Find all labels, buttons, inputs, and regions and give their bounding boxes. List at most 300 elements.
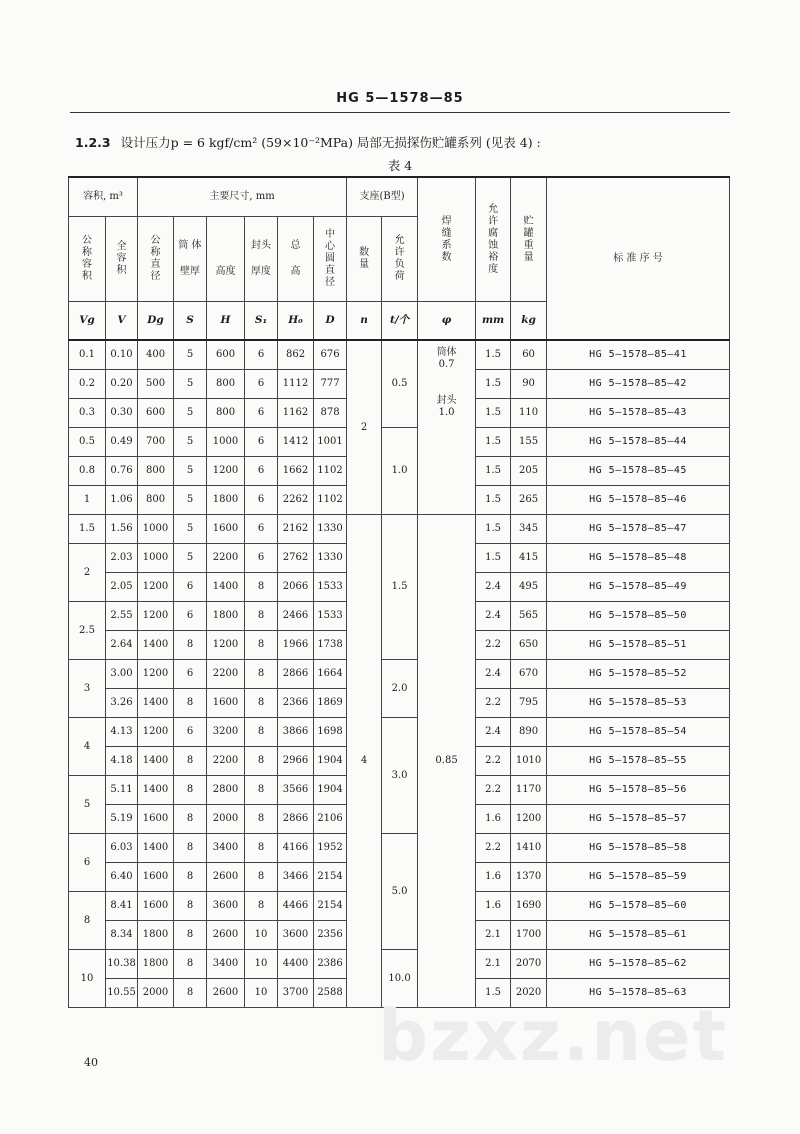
cell-center-diameter: 1664	[314, 660, 347, 689]
cell-center-diameter: 1330	[314, 544, 347, 573]
cell-allowed-load: 1.0	[382, 428, 418, 515]
cell-shell-height: 2600	[207, 863, 245, 892]
cell-center-diameter: 878	[314, 399, 347, 428]
cell-weight: 60	[511, 340, 547, 370]
col-tank-weight: 贮 罐 重 量	[511, 177, 547, 302]
cell-shell-height: 3400	[207, 834, 245, 863]
cell-center-diameter: 1102	[314, 486, 347, 515]
cell-head-thickness: 6	[245, 399, 278, 428]
cell-standard-number: HG 5—1578—85—45	[547, 457, 730, 486]
cell-head-thickness: 6	[245, 370, 278, 399]
cell-weight: 415	[511, 544, 547, 573]
cell-total-height: 4166	[278, 834, 314, 863]
cell-center-diameter: 1738	[314, 631, 347, 660]
cell-shell-height: 2600	[207, 979, 245, 1008]
col-total-height: 总 高	[278, 217, 314, 302]
cell-shell-thickness: 6	[174, 660, 207, 689]
cell-total-height: 2866	[278, 805, 314, 834]
cell-total-height: 2762	[278, 544, 314, 573]
cell-nominal-diameter: 1600	[138, 805, 174, 834]
table-row	[69, 428, 730, 457]
cell-nominal-diameter: 1800	[138, 950, 174, 979]
cell-shell-thickness: 5	[174, 457, 207, 486]
cell-shell-thickness: 5	[174, 486, 207, 515]
cell-shell-thickness: 5	[174, 399, 207, 428]
cell-corrosion: 2.1	[476, 921, 511, 950]
cell-shell-height: 2200	[207, 747, 245, 776]
cell-shell-thickness: 8	[174, 921, 207, 950]
cell-support-count: 4	[347, 515, 382, 1008]
cell-corrosion: 1.5	[476, 428, 511, 457]
cell-center-diameter: 1001	[314, 428, 347, 457]
cell-shell-height: 3600	[207, 892, 245, 921]
cell-nominal-volume: 4	[69, 718, 106, 776]
symbol-cell: t/个	[382, 302, 418, 341]
cell-nominal-volume: 5	[69, 776, 106, 834]
cell-center-diameter: 2386	[314, 950, 347, 979]
cell-nominal-volume: 2.5	[69, 602, 106, 660]
cell-shell-thickness: 5	[174, 340, 207, 370]
cell-corrosion: 2.4	[476, 573, 511, 602]
cell-weight: 205	[511, 457, 547, 486]
cell-shell-height: 2000	[207, 805, 245, 834]
col-standard-number: 标 准 序 号	[547, 177, 730, 340]
cell-total-height: 2262	[278, 486, 314, 515]
cell-nominal-diameter: 1200	[138, 602, 174, 631]
col-center-circle-diameter: 中 心 圆 直 径	[314, 217, 347, 302]
cell-weight: 1690	[511, 892, 547, 921]
cell-weight: 1700	[511, 921, 547, 950]
cell-nominal-volume: 6	[69, 834, 106, 892]
cell-standard-number: HG 5—1578—85—42	[547, 370, 730, 399]
cell-shell-thickness: 8	[174, 747, 207, 776]
cell-total-height: 2366	[278, 689, 314, 718]
cell-nominal-diameter: 1600	[138, 863, 174, 892]
cell-center-diameter: 1330	[314, 515, 347, 544]
cell-head-thickness: 8	[245, 863, 278, 892]
col-group-support: 支座(B型)	[347, 177, 418, 217]
cell-standard-number: HG 5—1578—85—55	[547, 747, 730, 776]
cell-head-thickness: 10	[245, 979, 278, 1008]
cell-head-thickness: 8	[245, 602, 278, 631]
cell-corrosion: 1.5	[476, 340, 511, 370]
col-allowed-load: 允 许 负 荷	[382, 217, 418, 302]
symbol-cell: φ	[418, 302, 476, 341]
header-rule	[70, 112, 730, 113]
cell-weight: 1200	[511, 805, 547, 834]
cell-corrosion: 1.6	[476, 863, 511, 892]
cell-nominal-diameter: 1400	[138, 834, 174, 863]
symbol-cell: Vg	[69, 302, 106, 341]
cell-head-thickness: 8	[245, 689, 278, 718]
cell-full-volume: 3.26	[106, 689, 138, 718]
symbol-cell: S₁	[245, 302, 278, 341]
cell-corrosion: 1.6	[476, 892, 511, 921]
symbol-cell: S	[174, 302, 207, 341]
cell-nominal-volume: 1	[69, 486, 106, 515]
cell-corrosion: 2.4	[476, 660, 511, 689]
cell-standard-number: HG 5—1578—85—56	[547, 776, 730, 805]
cell-corrosion: 1.5	[476, 979, 511, 1008]
page-number: 40	[84, 1056, 98, 1069]
cell-head-thickness: 8	[245, 631, 278, 660]
cell-standard-number: HG 5—1578—85—62	[547, 950, 730, 979]
cell-weld-coefficient	[418, 340, 476, 515]
cell-allowed-load: 1.5	[382, 515, 418, 660]
cell-shell-thickness: 8	[174, 805, 207, 834]
cell-standard-number: HG 5—1578—85—58	[547, 834, 730, 863]
cell-total-height: 2466	[278, 602, 314, 631]
cell-nominal-diameter: 800	[138, 486, 174, 515]
cell-full-volume: 2.64	[106, 631, 138, 660]
cell-standard-number: HG 5—1578—85—53	[547, 689, 730, 718]
cell-allowed-load: 5.0	[382, 834, 418, 950]
cell-full-volume: 10.55	[106, 979, 138, 1008]
cell-center-diameter: 1533	[314, 573, 347, 602]
col-full-volume: 全 容 积	[106, 217, 138, 302]
cell-head-thickness: 8	[245, 718, 278, 747]
cell-standard-number: HG 5—1578—85—43	[547, 399, 730, 428]
cell-corrosion: 2.2	[476, 747, 511, 776]
cell-weight: 795	[511, 689, 547, 718]
col-support-count: 数 量	[347, 217, 382, 302]
table-caption: 表 4	[387, 158, 413, 173]
cell-standard-number: HG 5—1578—85—48	[547, 544, 730, 573]
cell-nominal-volume: 0.5	[69, 428, 106, 457]
cell-center-diameter: 777	[314, 370, 347, 399]
cell-nominal-diameter: 1000	[138, 544, 174, 573]
symbol-cell: D	[314, 302, 347, 341]
cell-total-height: 3866	[278, 718, 314, 747]
cell-nominal-volume: 0.3	[69, 399, 106, 428]
cell-head-thickness: 8	[245, 834, 278, 863]
cell-nominal-diameter: 1400	[138, 689, 174, 718]
cell-shell-thickness: 5	[174, 370, 207, 399]
cell-corrosion: 2.2	[476, 631, 511, 660]
cell-shell-thickness: 8	[174, 892, 207, 921]
cell-nominal-volume: 1.5	[69, 515, 106, 544]
cell-shell-height: 1800	[207, 602, 245, 631]
cell-allowed-load: 2.0	[382, 660, 418, 718]
cell-shell-thickness: 8	[174, 950, 207, 979]
cell-nominal-volume: 10	[69, 950, 106, 1008]
cell-nominal-diameter: 1200	[138, 718, 174, 747]
cell-nominal-diameter: 1400	[138, 747, 174, 776]
cell-full-volume: 2.05	[106, 573, 138, 602]
cell-corrosion: 2.2	[476, 689, 511, 718]
weld-coef-head: 封头 1.0	[436, 395, 457, 418]
symbol-cell: H₀	[278, 302, 314, 341]
cell-shell-thickness: 8	[174, 863, 207, 892]
cell-center-diameter: 1698	[314, 718, 347, 747]
cell-head-thickness: 8	[245, 660, 278, 689]
section-number: 1.2.3	[75, 135, 111, 150]
cell-nominal-volume: 3	[69, 660, 106, 718]
cell-total-height: 2066	[278, 573, 314, 602]
cell-shell-thickness: 8	[174, 776, 207, 805]
table-row	[69, 834, 730, 863]
cell-total-height: 2866	[278, 660, 314, 689]
symbol-cell: H	[207, 302, 245, 341]
cell-full-volume: 6.03	[106, 834, 138, 863]
cell-total-height: 2162	[278, 515, 314, 544]
cell-shell-height: 3200	[207, 718, 245, 747]
cell-nominal-diameter: 1000	[138, 515, 174, 544]
table-row	[69, 718, 730, 747]
cell-shell-thickness: 8	[174, 689, 207, 718]
col-nominal-volume: 公 称 容 积	[69, 217, 106, 302]
section-text: 设计压力p = 6 kgf/cm² (59×10⁻²MPa) 局部无损探伤贮罐系列 (见表 4) :	[120, 135, 541, 150]
cell-weight: 265	[511, 486, 547, 515]
cell-nominal-volume: 0.8	[69, 457, 106, 486]
cell-standard-number: HG 5—1578—85—49	[547, 573, 730, 602]
cell-corrosion: 2.1	[476, 950, 511, 979]
cell-weight: 890	[511, 718, 547, 747]
table-row	[69, 340, 730, 370]
storage-tank-table	[68, 176, 730, 1008]
cell-head-thickness: 8	[245, 805, 278, 834]
cell-shell-height: 3400	[207, 950, 245, 979]
cell-nominal-diameter: 1400	[138, 631, 174, 660]
cell-standard-number: HG 5—1578—85—50	[547, 602, 730, 631]
cell-full-volume: 2.55	[106, 602, 138, 631]
cell-full-volume: 0.10	[106, 340, 138, 370]
cell-shell-thickness: 6	[174, 718, 207, 747]
cell-total-height: 4400	[278, 950, 314, 979]
cell-shell-thickness: 6	[174, 573, 207, 602]
table-row	[69, 950, 730, 979]
cell-center-diameter: 1533	[314, 602, 347, 631]
cell-shell-thickness: 6	[174, 602, 207, 631]
cell-corrosion: 1.5	[476, 544, 511, 573]
cell-head-thickness: 6	[245, 544, 278, 573]
cell-nominal-volume: 2	[69, 544, 106, 602]
cell-nominal-volume: 0.1	[69, 340, 106, 370]
cell-nominal-diameter: 1200	[138, 573, 174, 602]
cell-nominal-volume: 0.2	[69, 370, 106, 399]
cell-full-volume: 0.20	[106, 370, 138, 399]
cell-shell-height: 1000	[207, 428, 245, 457]
cell-standard-number: HG 5—1578—85—54	[547, 718, 730, 747]
cell-weight: 650	[511, 631, 547, 660]
cell-full-volume: 5.11	[106, 776, 138, 805]
cell-head-thickness: 6	[245, 515, 278, 544]
cell-standard-number: HG 5—1578—85—41	[547, 340, 730, 370]
cell-head-thickness: 6	[245, 428, 278, 457]
cell-shell-height: 600	[207, 340, 245, 370]
cell-shell-thickness: 8	[174, 631, 207, 660]
cell-center-diameter: 676	[314, 340, 347, 370]
cell-nominal-diameter: 2000	[138, 979, 174, 1008]
cell-standard-number: HG 5—1578—85—44	[547, 428, 730, 457]
cell-shell-thickness: 8	[174, 834, 207, 863]
cell-full-volume: 1.56	[106, 515, 138, 544]
cell-full-volume: 0.30	[106, 399, 138, 428]
cell-weight: 1170	[511, 776, 547, 805]
cell-corrosion: 1.5	[476, 370, 511, 399]
cell-weight: 2020	[511, 979, 547, 1008]
table-row	[69, 515, 730, 544]
cell-nominal-diameter: 400	[138, 340, 174, 370]
cell-corrosion: 2.4	[476, 718, 511, 747]
cell-center-diameter: 1102	[314, 457, 347, 486]
cell-center-diameter: 1869	[314, 689, 347, 718]
cell-total-height: 3600	[278, 921, 314, 950]
col-weld-coefficient: 焊 缝 系 数	[418, 177, 476, 302]
cell-corrosion: 1.5	[476, 486, 511, 515]
cell-shell-thickness: 5	[174, 544, 207, 573]
col-shell-height: 高度	[207, 217, 245, 302]
standard-code: HG 5—1578—85	[336, 91, 464, 106]
cell-shell-thickness: 8	[174, 979, 207, 1008]
cell-shell-height: 2800	[207, 776, 245, 805]
cell-full-volume: 5.19	[106, 805, 138, 834]
cell-standard-number: HG 5—1578—85—61	[547, 921, 730, 950]
cell-head-thickness: 10	[245, 921, 278, 950]
cell-head-thickness: 6	[245, 457, 278, 486]
cell-corrosion: 1.5	[476, 399, 511, 428]
cell-shell-height: 2600	[207, 921, 245, 950]
col-shell-thickness: 筒 体 壁厚	[174, 217, 207, 302]
cell-head-thickness: 6	[245, 486, 278, 515]
cell-shell-height: 2200	[207, 544, 245, 573]
cell-allowed-load: 3.0	[382, 718, 418, 834]
cell-full-volume: 2.03	[106, 544, 138, 573]
cell-center-diameter: 1952	[314, 834, 347, 863]
cell-weight: 2070	[511, 950, 547, 979]
cell-head-thickness: 8	[245, 892, 278, 921]
cell-corrosion: 1.5	[476, 515, 511, 544]
col-group-volume: 容积, m³	[69, 177, 138, 217]
cell-full-volume: 1.06	[106, 486, 138, 515]
cell-total-height: 3466	[278, 863, 314, 892]
cell-shell-height: 1800	[207, 486, 245, 515]
cell-nominal-diameter: 800	[138, 457, 174, 486]
cell-center-diameter: 2154	[314, 892, 347, 921]
cell-support-count: 2	[347, 340, 382, 515]
cell-shell-height: 1600	[207, 689, 245, 718]
cell-shell-thickness: 5	[174, 428, 207, 457]
cell-center-diameter: 1904	[314, 776, 347, 805]
cell-standard-number: HG 5—1578—85—46	[547, 486, 730, 515]
symbol-cell: Dg	[138, 302, 174, 341]
cell-corrosion: 2.4	[476, 602, 511, 631]
cell-nominal-diameter: 700	[138, 428, 174, 457]
cell-center-diameter: 2154	[314, 863, 347, 892]
cell-total-height: 3566	[278, 776, 314, 805]
cell-standard-number: HG 5—1578—85—59	[547, 863, 730, 892]
cell-allowed-load: 0.5	[382, 340, 418, 428]
cell-standard-number: HG 5—1578—85—63	[547, 979, 730, 1008]
cell-total-height: 1966	[278, 631, 314, 660]
cell-weight: 565	[511, 602, 547, 631]
cell-full-volume: 3.00	[106, 660, 138, 689]
cell-shell-height: 1200	[207, 457, 245, 486]
cell-full-volume: 0.49	[106, 428, 138, 457]
weld-coef-shell: 筒体 0.7	[436, 347, 457, 370]
cell-head-thickness: 6	[245, 340, 278, 370]
cell-corrosion: 1.5	[476, 457, 511, 486]
cell-shell-thickness: 5	[174, 515, 207, 544]
table-row	[69, 660, 730, 689]
cell-shell-height: 2200	[207, 660, 245, 689]
cell-weight: 110	[511, 399, 547, 428]
cell-head-thickness: 8	[245, 776, 278, 805]
cell-full-volume: 0.76	[106, 457, 138, 486]
cell-full-volume: 8.41	[106, 892, 138, 921]
cell-total-height: 4466	[278, 892, 314, 921]
cell-total-height: 1662	[278, 457, 314, 486]
cell-total-height: 1162	[278, 399, 314, 428]
symbol-cell: mm	[476, 302, 511, 341]
cell-weight: 1010	[511, 747, 547, 776]
cell-weight: 345	[511, 515, 547, 544]
cell-center-diameter: 2106	[314, 805, 347, 834]
cell-weight: 495	[511, 573, 547, 602]
symbol-cell: V	[106, 302, 138, 341]
cell-total-height: 1412	[278, 428, 314, 457]
cell-full-volume: 10.38	[106, 950, 138, 979]
cell-shell-height: 800	[207, 370, 245, 399]
cell-head-thickness: 8	[245, 573, 278, 602]
cell-weight: 1410	[511, 834, 547, 863]
cell-total-height: 2966	[278, 747, 314, 776]
cell-nominal-diameter: 600	[138, 399, 174, 428]
cell-weight: 90	[511, 370, 547, 399]
cell-full-volume: 4.18	[106, 747, 138, 776]
col-group-dimensions: 主要尺寸, mm	[138, 177, 347, 217]
cell-weight: 1370	[511, 863, 547, 892]
col-corrosion-allowance: 允 许 腐 蚀 裕 度	[476, 177, 511, 302]
cell-corrosion: 2.2	[476, 776, 511, 805]
cell-shell-height: 1600	[207, 515, 245, 544]
cell-weight: 670	[511, 660, 547, 689]
cell-head-thickness: 8	[245, 747, 278, 776]
cell-total-height: 862	[278, 340, 314, 370]
cell-full-volume: 8.34	[106, 921, 138, 950]
cell-standard-number: HG 5—1578—85—52	[547, 660, 730, 689]
cell-nominal-diameter: 1800	[138, 921, 174, 950]
cell-nominal-diameter: 1200	[138, 660, 174, 689]
cell-nominal-diameter: 500	[138, 370, 174, 399]
cell-allowed-load: 10.0	[382, 950, 418, 1008]
cell-full-volume: 6.40	[106, 863, 138, 892]
cell-shell-height: 1400	[207, 573, 245, 602]
cell-weight: 155	[511, 428, 547, 457]
section-heading	[75, 133, 541, 151]
cell-nominal-diameter: 1600	[138, 892, 174, 921]
cell-center-diameter: 2588	[314, 979, 347, 1008]
cell-nominal-volume: 8	[69, 892, 106, 950]
cell-corrosion: 1.6	[476, 805, 511, 834]
cell-corrosion: 2.2	[476, 834, 511, 863]
cell-standard-number: HG 5—1578—85—51	[547, 631, 730, 660]
col-head-thickness: 封头 厚度	[245, 217, 278, 302]
cell-total-height: 1112	[278, 370, 314, 399]
cell-standard-number: HG 5—1578—85—60	[547, 892, 730, 921]
cell-center-diameter: 1904	[314, 747, 347, 776]
cell-head-thickness: 10	[245, 950, 278, 979]
cell-standard-number: HG 5—1578—85—47	[547, 515, 730, 544]
watermark: bzxz.net	[378, 995, 729, 1077]
col-nominal-diameter: 公 称 直 径	[138, 217, 174, 302]
header-row-1	[69, 177, 730, 217]
cell-shell-height: 800	[207, 399, 245, 428]
symbol-cell: kg	[511, 302, 547, 341]
cell-full-volume: 4.13	[106, 718, 138, 747]
symbol-cell: n	[347, 302, 382, 341]
cell-nominal-diameter: 1400	[138, 776, 174, 805]
